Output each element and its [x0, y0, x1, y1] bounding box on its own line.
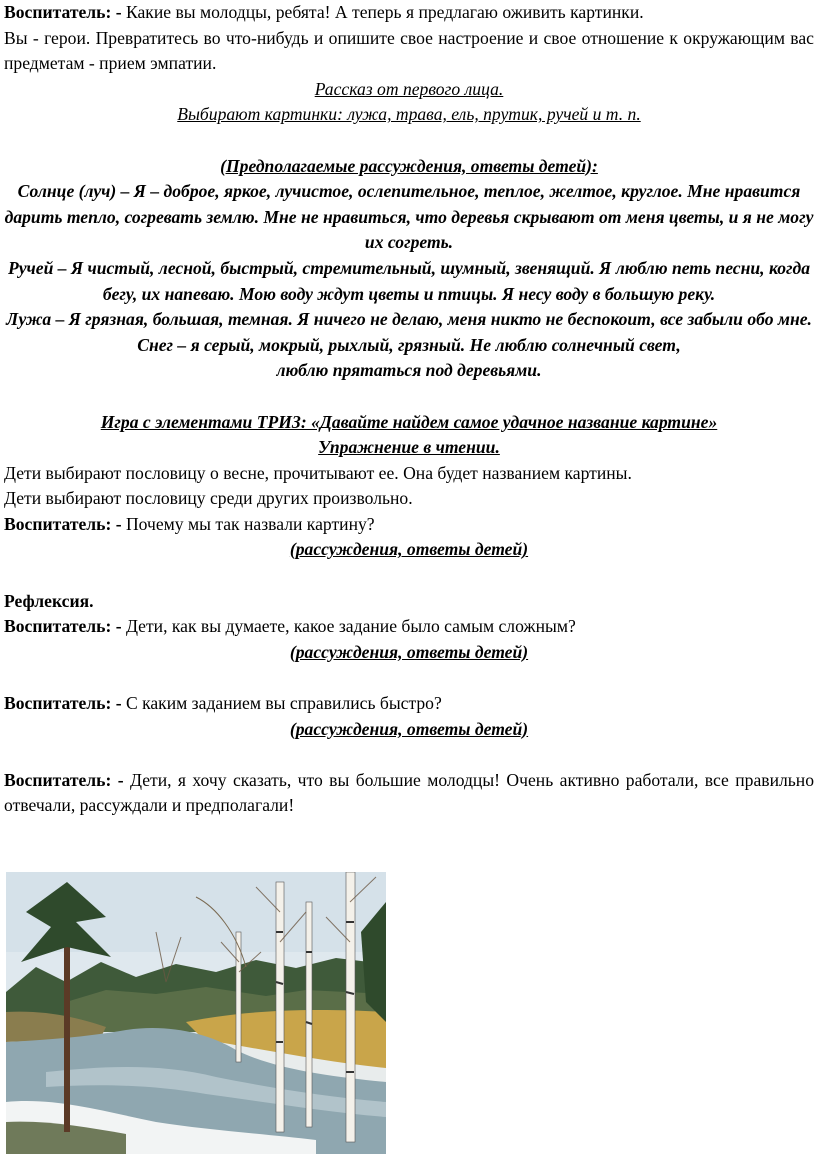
final-remark: [4, 768, 814, 819]
spacer: [4, 128, 814, 154]
reasoning-puddle: Лужа – Я грязная, большая, темная. Я ничего не делаю, меня никто не беспокоит, все забыли обо мне.: [6, 309, 812, 330]
speaker-label: Воспитатель: -: [4, 2, 122, 22]
reflection-question-2: [4, 691, 814, 717]
reasoning-stream: Ручей – Я чистый, лесной, быстрый, стремительный, шумный, звенящий. Я люблю петь песни, когда бегу, их напеваю. Мою воду ждут цветы и птицы. Я несу воду в большую реку.: [7, 257, 811, 304]
speaker-label: Воспитатель: -: [4, 513, 122, 534]
choose-pictures: Выбирают картинки: лужа, трава, ель, прутик, ручей и т. п.: [177, 104, 641, 125]
spring-landscape-painting: [6, 872, 386, 1154]
answers-note: (рассуждения, ответы детей): [289, 539, 529, 560]
spacer: [4, 665, 814, 691]
question-text: Почему мы так назвали картину?: [121, 513, 375, 534]
answers-note: (рассуждения, ответы детей): [289, 641, 529, 662]
spacer: [4, 563, 814, 589]
speaker-label: Воспитатель: -: [4, 769, 124, 790]
reasoning-snow-1: Снег – я серый, мокрый, рыхлый, грязный. Не люблю солнечный свет,: [137, 334, 681, 355]
spacer: [4, 742, 814, 768]
document-page: [4, 0, 814, 819]
game-line-2: Дети выбирают пословицу среди других произвольно.: [4, 488, 413, 509]
reflection-question-1: [4, 614, 814, 640]
birch-trunk: [276, 882, 284, 1132]
birch-trunk: [346, 872, 355, 1142]
exercise-heading: Упражнение в чтении.: [318, 437, 500, 458]
answers-note: (рассуждения, ответы детей): [289, 718, 529, 739]
question-text: С каким заданием вы справились быстро?: [121, 693, 442, 714]
game-line-1: Дети выбирают пословицу о весне, прочитывают ее. Она будет названием картины.: [4, 462, 632, 483]
birch-trunk: [306, 902, 312, 1127]
final-text: Дети, я хочу сказать, что вы большие молодцы! Очень активно работали, все правильно отвечали, рассуждали и предполагали!: [4, 769, 815, 816]
story-label: Рассказ от первого лица.: [314, 78, 504, 99]
speaker-label: Воспитатель: -: [4, 693, 122, 714]
question-text: Дети, как вы думаете, какое задание было самым сложным?: [121, 616, 576, 637]
speaker-label: Воспитатель: -: [4, 616, 122, 637]
landscape-illustration: [6, 872, 386, 1154]
intro-line-1: Какие вы молодцы, ребята! А теперь я предлагаю оживить картинки.: [121, 2, 644, 22]
intro-paragraph: [4, 0, 814, 26]
reasoning-sun: Солнце (луч) – Я – доброе, яркое, лучистое, ослепительное, теплое, желтое, круглое. Мне нравится дарить тепло, согревать землю. Мне не нравиться, что деревья скрывают от меня цветы, и я не могу их согреть.: [4, 181, 814, 253]
reasoning-heading: (Предполагаемые рассуждения, ответы детей):: [220, 155, 598, 176]
game-question: [4, 512, 814, 538]
game-heading: Игра с элементами ТРИЗ: «Давайте найдем самое удачное название картине»: [100, 411, 718, 432]
intro-line-2: Вы - герои. Превратитесь во что-нибудь и опишите свое настроение и свое отношение к окружающим вас предметам - прием эмпатии.: [4, 27, 814, 74]
reflection-heading-text: Рефлексия.: [4, 590, 94, 611]
spacer: [4, 384, 814, 410]
reasoning-snow-2: люблю прятаться под деревьями.: [276, 360, 542, 381]
reflection-heading: [4, 589, 814, 615]
